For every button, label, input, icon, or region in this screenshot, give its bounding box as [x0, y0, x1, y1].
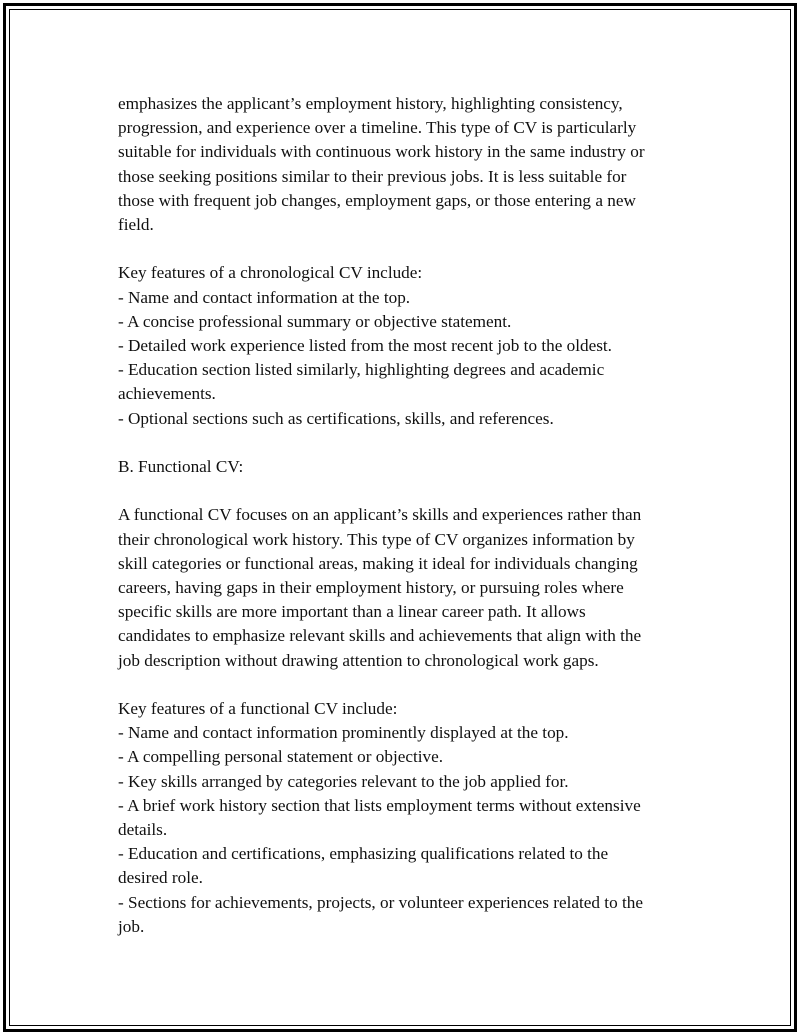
list-item: - Sections for achievements, projects, or volunteer experiences related to the: [118, 892, 643, 912]
text-line: those seeking positions similar to their previous jobs. It is less suitable for: [118, 166, 627, 186]
text-line: candidates to emphasize relevant skills and achievements that align with the: [118, 626, 642, 646]
list-item: - A brief work history section that lists employment terms without extensive: [118, 795, 641, 815]
text-line: field.: [118, 215, 154, 235]
section-heading-text: B. Functional CV:: [118, 457, 244, 477]
list-heading: Key features of a chronological CV include:: [118, 263, 423, 283]
section-heading: [118, 455, 688, 479]
list-item-continuation: achievements.: [118, 384, 216, 404]
functional-paragraph: [118, 503, 688, 672]
text-line: emphasizes the applicant’s employment history, highlighting consistency,: [118, 94, 623, 113]
list-item: - A concise professional summary or objective statement.: [118, 311, 512, 331]
list-item: - Name and contact information prominently displayed at the top.: [118, 723, 569, 743]
text-line: their chronological work history. This type of CV organizes information by: [118, 529, 635, 549]
list-item: - Detailed work experience listed from the most recent job to the oldest.: [118, 336, 612, 356]
text-line: those with frequent job changes, employment gaps, or those entering a new: [118, 190, 636, 210]
list-item: - A compelling personal statement or objective.: [118, 747, 444, 767]
list-item: - Education and certifications, emphasizing qualifications related to the: [118, 844, 609, 864]
document-body: [118, 92, 688, 963]
list-item: - Optional sections such as certifications, skills, and references.: [118, 408, 554, 428]
text-line: skill categories or functional areas, making it ideal for individuals changing: [118, 553, 638, 573]
text-line: A functional CV focuses on an applicant’s skills and experiences rather than: [118, 505, 642, 525]
functional-features-list: [118, 697, 688, 939]
list-item-continuation: details.: [118, 820, 168, 840]
list-heading: Key features of a functional CV include:: [118, 699, 398, 719]
list-item: - Education section listed similarly, highlighting degrees and academic: [118, 360, 605, 380]
text-line: careers, having gaps in their employment history, or pursuing roles where: [118, 578, 624, 598]
list-item: - Name and contact information at the top.: [118, 287, 411, 307]
text-line: progression, and experience over a timeline. This type of CV is particularly: [118, 118, 637, 138]
chronological-features-list: [118, 261, 688, 430]
text-line: specific skills are more important than a linear career path. It allows: [118, 602, 586, 622]
intro-paragraph: [118, 92, 688, 237]
text-line: suitable for individuals with continuous work history in the same industry or: [118, 142, 645, 162]
list-item-continuation: desired role.: [118, 868, 203, 888]
list-item-continuation: job.: [118, 916, 145, 936]
text-line: job description without drawing attention to chronological work gaps.: [118, 650, 599, 670]
list-item: - Key skills arranged by categories relevant to the job applied for.: [118, 771, 569, 791]
